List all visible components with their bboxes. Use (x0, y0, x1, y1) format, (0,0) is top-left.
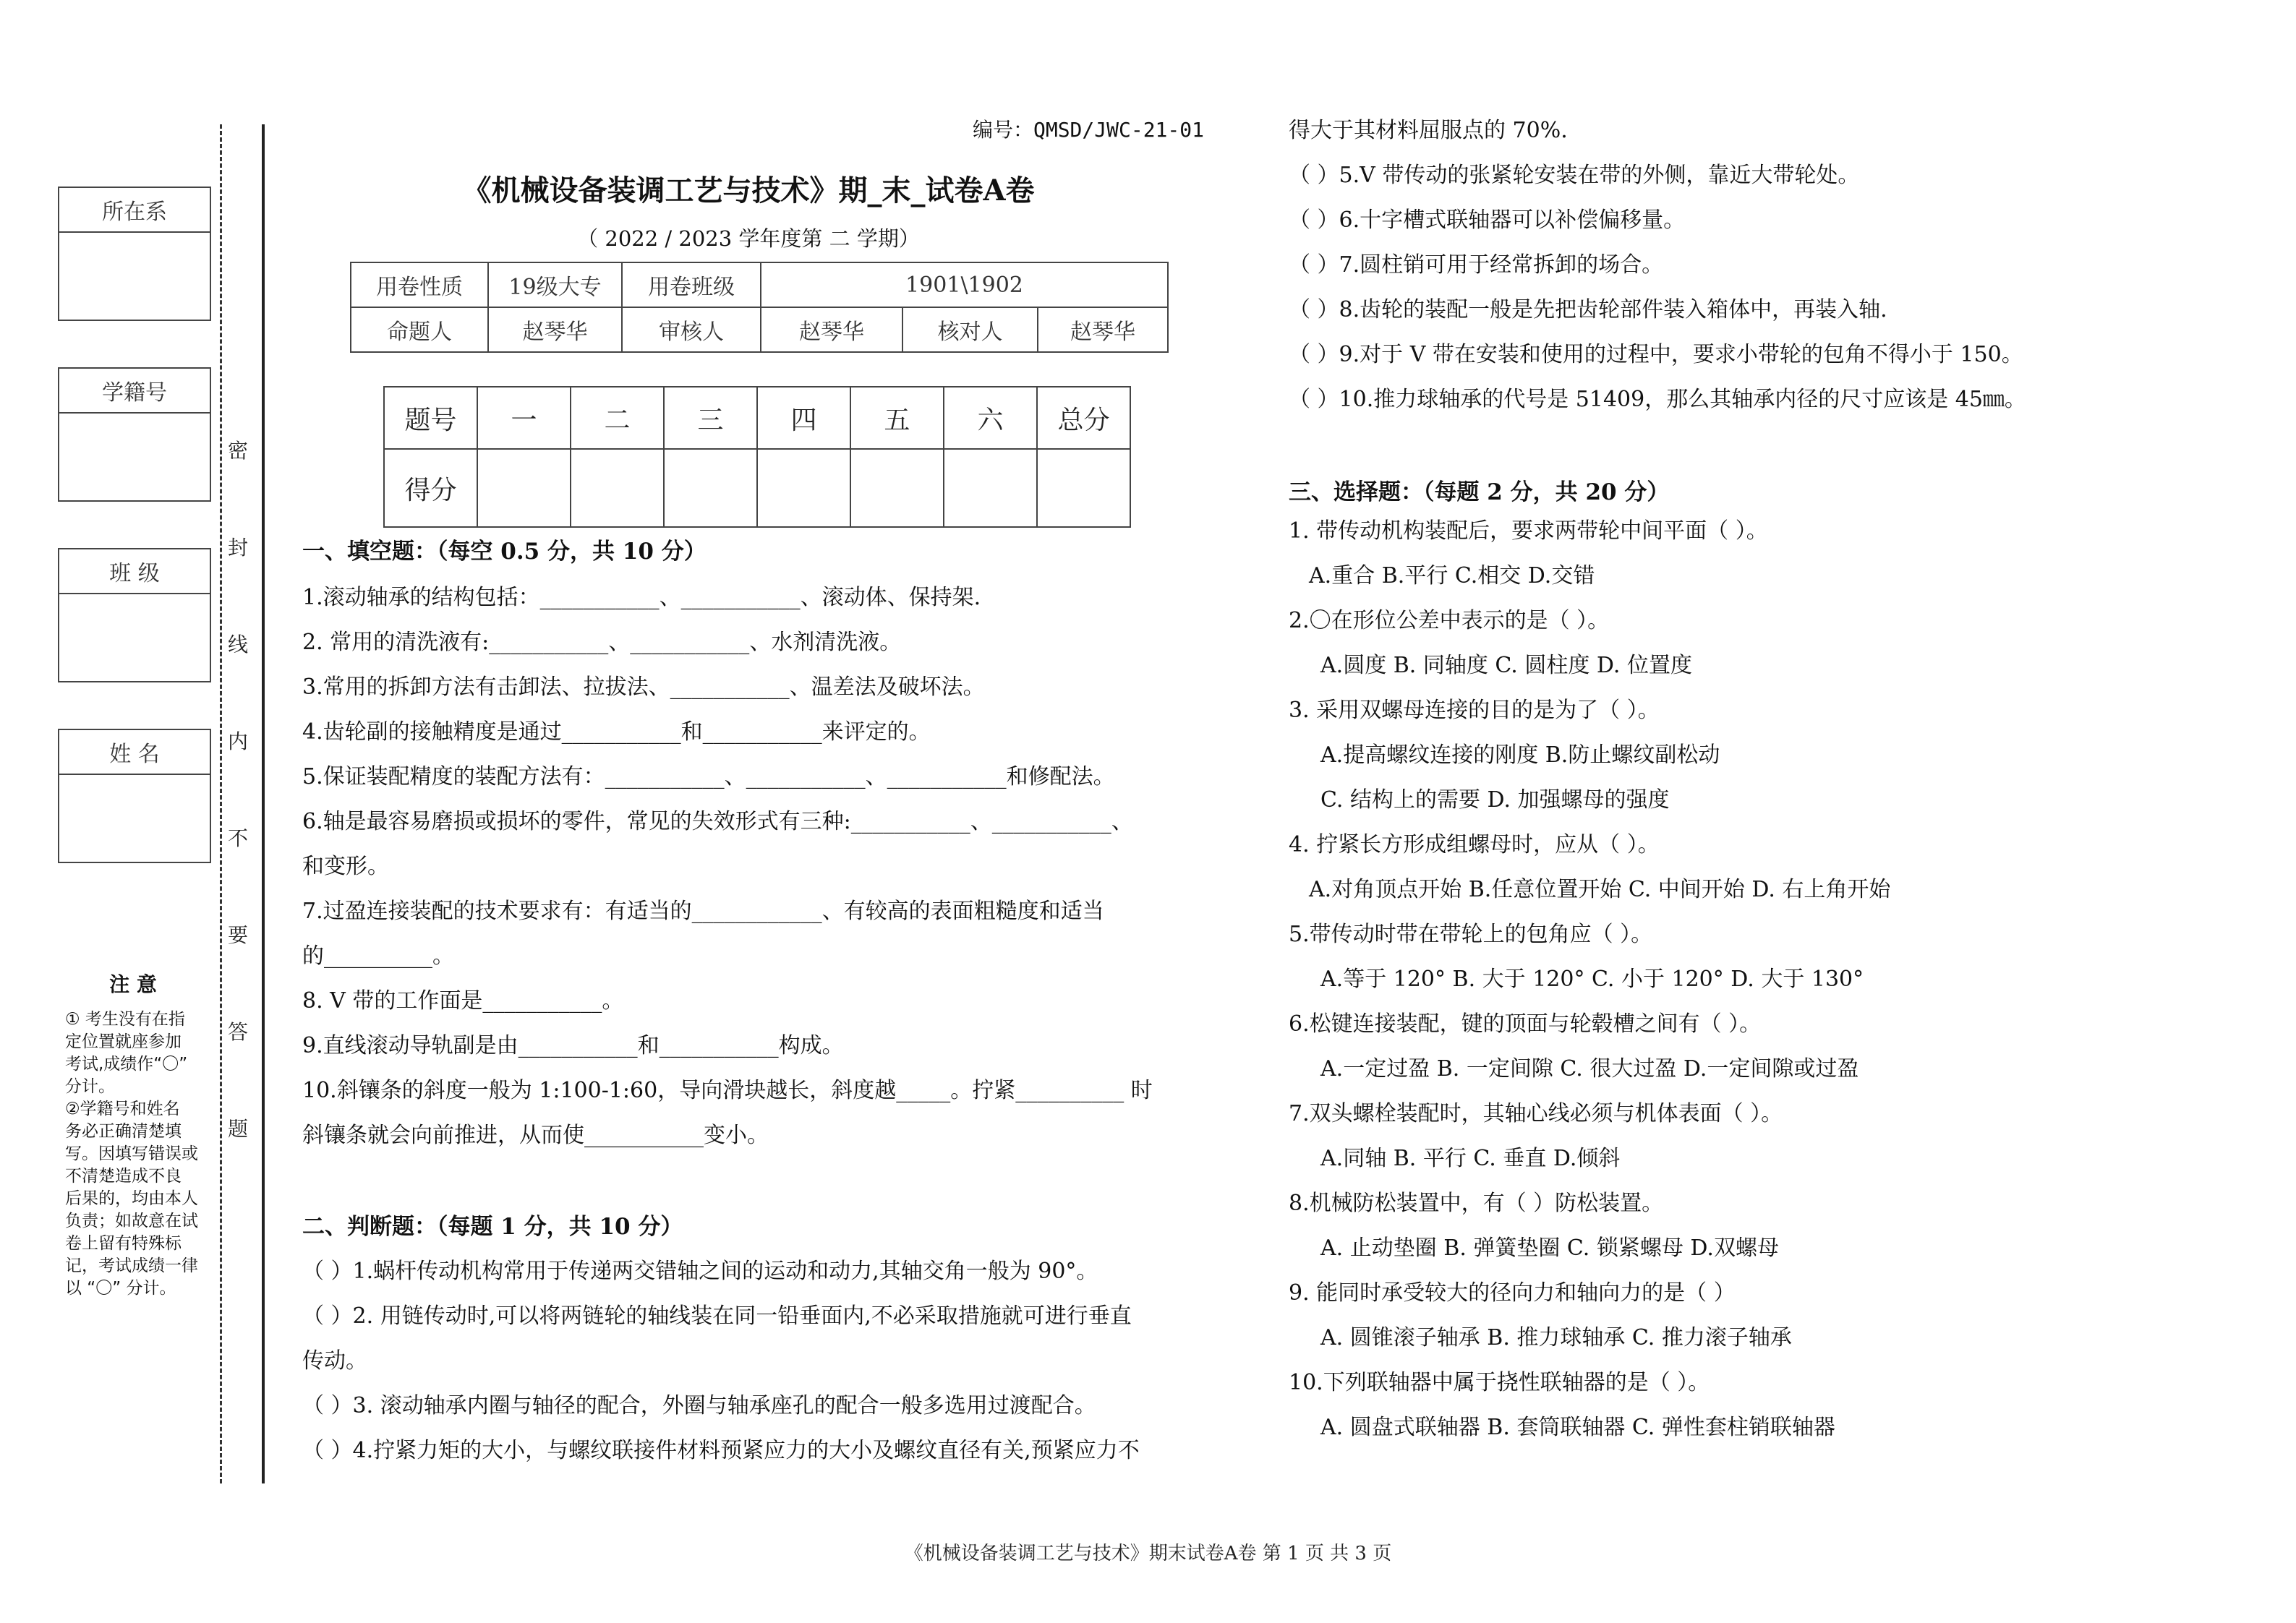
question-line: （ ）10.推力球轴承的代号是 51409，那么其轴承内径的尺寸应该是 45㎜。 (1289, 387, 2026, 412)
notice-line: 务必正确清楚填 (65, 1122, 182, 1141)
notice-line: ②学籍号和姓名 (65, 1100, 180, 1118)
table-cell: 19级大专 (488, 262, 622, 307)
info-box-class (58, 548, 211, 682)
question-line: 2.〇在形位公差中表示的是（ ）。 (1289, 608, 1610, 633)
table-row-label: 得分 (384, 449, 477, 527)
score-cell[interactable] (757, 449, 850, 527)
question-line: 和变形。 (302, 854, 389, 879)
section-heading: 三、选择题：（每题 2 分，共 20 分） (1289, 479, 1670, 505)
question-line: 1.滚动轴承的结构包括：___________、___________、滚动体、保持架. (302, 585, 981, 610)
student-id-field[interactable] (59, 414, 210, 500)
question-line: （ ）7.圆柱销可用于经常拆卸的场合。 (1289, 252, 1664, 278)
question-line: （ ）2. 用链传动时,可以将两链轮的轴线装在同一铅垂面内,不必采取措施就可进行垂直 (302, 1303, 1132, 1329)
notice-line: 不清楚造成不良 (65, 1167, 182, 1186)
table-cell: 赵琴华 (1038, 307, 1168, 352)
question-line: （ ）6.十字槽式联轴器可以补偿偏移量。 (1289, 207, 1686, 233)
section-heading: 二、判断题：（每题 1 分，共 10 分） (302, 1214, 683, 1240)
option-line: C. 结构上的需要 D. 加强螺母的强度 (1320, 787, 1670, 813)
table-row (384, 449, 1130, 527)
question-line: 得大于其材料屈服点的 70%. (1289, 118, 1568, 143)
notice-line: 记，考试成绩一律 (65, 1256, 198, 1275)
notice-line: 分计。 (65, 1077, 115, 1096)
seal-char: 封 (228, 536, 249, 560)
notice-line: 负责；如故意在试 (65, 1212, 198, 1230)
question-line: （ ）8.齿轮的装配一般是先把齿轮部件装入箱体中，再装入轴. (1289, 297, 1887, 322)
score-cell[interactable] (850, 449, 944, 527)
table-header-cell: 二 (571, 387, 664, 449)
question-line: 9.直线滚动导轨副是由___________和___________构成。 (302, 1033, 844, 1058)
seal-char: 不 (228, 826, 249, 850)
seal-dashed-line (220, 124, 222, 1483)
notice-line: ① 考生没有在指 (65, 1010, 185, 1029)
table-row (351, 262, 1168, 307)
question-line: 10.下列联轴器中属于挠性联轴器的是（ ）。 (1289, 1370, 1710, 1395)
option-line: A.提高螺纹连接的刚度 B.防止螺纹副松动 (1320, 742, 1720, 768)
question-line: 5.带传动时带在带轮上的包角应（ ）。 (1289, 922, 1653, 947)
table-cell: 核对人 (902, 307, 1038, 352)
notice-line: 定位置就座参加 (65, 1032, 182, 1051)
question-line: 1. 带传动机构装配后，要求两带轮中间平面（ ）。 (1289, 518, 1768, 544)
notice-line: 后果的，均由本人 (65, 1189, 198, 1208)
section-heading: 一、填空题：（每空 0.5 分，共 10 分） (302, 539, 707, 565)
notice-line: 以 “〇” 分计。 (65, 1279, 176, 1298)
question-line: （ ）9.对于 V 带在安装和使用的过程中，要求小带轮的包角不得小于 150。 (1289, 342, 2023, 367)
info-box-student-id (58, 367, 211, 502)
question-line: 7.过盈连接装配的技术要求有：有适当的____________、有较高的表面粗糙度和适当 (302, 899, 1104, 924)
info-box-label: 学籍号 (59, 369, 210, 414)
option-line: A.重合 B.平行 C.相交 D.交错 (1309, 563, 1595, 588)
class-field[interactable] (59, 594, 210, 681)
table-cell: 赵琴华 (761, 307, 902, 352)
table-cell: 1901\1902 (761, 262, 1168, 307)
document-code: 编号：QMSD/JWC-21-01 (972, 118, 1204, 142)
info-box-name (58, 729, 211, 863)
question-line: 3.常用的拆卸方法有击卸法、拉拔法、___________、温差法及破坏法。 (302, 675, 985, 700)
question-line: 传动。 (302, 1348, 367, 1374)
info-box-department (58, 187, 211, 321)
seal-char: 要 (228, 923, 249, 947)
info-box-label: 姓 名 (59, 730, 210, 775)
table-cell: 用卷性质 (351, 262, 488, 307)
table-row (384, 387, 1130, 449)
question-line: 3. 采用双螺母连接的目的是为了（ ）。 (1289, 698, 1660, 723)
seal-char: 题 (228, 1117, 249, 1141)
question-line: 4.齿轮副的接触精度是通过___________和___________来评定的。 (302, 719, 931, 745)
table-header-cell: 题号 (384, 387, 477, 449)
score-cell[interactable] (944, 449, 1037, 527)
question-line: 4. 拧紧长方形成组螺母时，应从（ ）。 (1289, 832, 1660, 857)
option-line: A. 圆盘式联轴器 B. 套筒联轴器 C. 弹性套柱销联轴器 (1320, 1415, 1835, 1440)
question-line: 9. 能同时承受较大的径向力和轴向力的是（ ） (1289, 1280, 1736, 1306)
question-line: 的__________。 (302, 943, 454, 969)
seal-char: 密 (228, 439, 249, 463)
table-header-cell: 四 (757, 387, 850, 449)
question-line: 6.松键连接装配，键的顶面与轮毂槽之间有（ ）。 (1289, 1011, 1762, 1037)
notice-title: 注 意 (109, 972, 157, 996)
table-header-cell: 一 (477, 387, 571, 449)
notice-line: 卷上留有特殊标 (65, 1234, 182, 1253)
info-box-label: 班 级 (59, 549, 210, 594)
question-line: 6.轴是最容易磨损或损坏的零件，常见的失效形式有三种:___________、___________、 (302, 809, 1133, 834)
table-row (351, 307, 1168, 352)
question-line: 10.斜镶条的斜度一般为 1:100-1:60，导向滑块越长，斜度越_____。拧紧__________ 时 (302, 1078, 1153, 1103)
table-header-cell: 六 (944, 387, 1037, 449)
seal-char: 线 (228, 633, 249, 656)
page-footer: 《机械设备装调工艺与技术》期末试卷A卷 第 1 页 共 3 页 (904, 1543, 1392, 1564)
score-cell[interactable] (477, 449, 571, 527)
question-line: （ ）1.蜗杆传动机构常用于传递两交错轴之间的运动和动力,其轴交角一般为 90°。 (302, 1259, 1098, 1284)
department-field[interactable] (59, 233, 210, 320)
table-cell: 赵琴华 (488, 307, 622, 352)
academic-term: （ 2022 / 2023 学年度第 二 学期） (577, 226, 920, 251)
option-line: A.圆度 B. 同轴度 C. 圆柱度 D. 位置度 (1320, 653, 1692, 678)
page-title: 《机械设备装调工艺与技术》期_末_试卷A卷 (462, 174, 1035, 207)
seal-solid-line (262, 124, 265, 1483)
score-table (383, 386, 1131, 528)
option-line: A.同轴 B. 平行 C. 垂直 D.倾斜 (1320, 1146, 1621, 1171)
table-cell: 审核人 (622, 307, 761, 352)
question-line: 斜镶条就会向前推进，从而使___________变小。 (302, 1123, 769, 1148)
question-line: 5.保证装配精度的装配方法有：___________、___________、___________和修配法。 (302, 764, 1115, 789)
question-line: 2. 常用的清洗液有:___________、___________、水剂清洗液。 (302, 630, 902, 655)
question-line: 8. V 带的工作面是___________。 (302, 988, 624, 1014)
score-cell[interactable] (571, 449, 664, 527)
option-line: A. 圆锥滚子轴承 B. 推力球轴承 C. 推力滚子轴承 (1320, 1325, 1792, 1350)
name-field[interactable] (59, 775, 210, 862)
score-cell[interactable] (1037, 449, 1130, 527)
notice-text (65, 1009, 210, 1300)
seal-char: 答 (228, 1020, 249, 1044)
question-line: （ ）3. 滚动轴承内圈与轴径的配合，外圈与轴承座孔的配合一般多选用过渡配合。 (302, 1393, 1096, 1418)
table-cell: 用卷班级 (622, 262, 761, 307)
option-line: A.等于 120° B. 大于 120° C. 小于 120° D. 大于 130° (1320, 967, 1864, 992)
table-header-cell: 总分 (1037, 387, 1130, 449)
question-line: （ ）5.V 带传动的张紧轮安装在带的外侧，靠近大带轮处。 (1289, 163, 1860, 188)
question-line: 7.双头螺栓装配时，其轴心线必须与机体表面（ ）。 (1289, 1101, 1783, 1126)
question-line: （ ）4.拧紧力矩的大小，与螺纹联接件材料预紧应力的大小及螺纹直径有关,预紧应力不 (302, 1438, 1140, 1463)
table-header-cell: 五 (850, 387, 944, 449)
info-box-label: 所在系 (59, 188, 210, 233)
notice-line: 写。因填写错误或 (65, 1144, 198, 1163)
table-cell: 命题人 (351, 307, 488, 352)
table-header-cell: 三 (664, 387, 757, 449)
exam-meta-table (350, 262, 1169, 353)
seal-char: 内 (228, 729, 249, 753)
question-line: 8.机械防松装置中，有（ ）防松装置。 (1289, 1191, 1664, 1216)
option-line: A.一定过盈 B. 一定间隙 C. 很大过盈 D.一定间隙或过盈 (1320, 1056, 1859, 1082)
notice-line: 考试,成绩作“〇” (65, 1055, 188, 1074)
option-line: A.对角顶点开始 B.任意位置开始 C. 中间开始 D. 右上角开始 (1309, 877, 1891, 902)
option-line: A. 止动垫圈 B. 弹簧垫圈 C. 锁紧螺母 D.双螺母 (1320, 1236, 1779, 1261)
score-cell[interactable] (664, 449, 757, 527)
